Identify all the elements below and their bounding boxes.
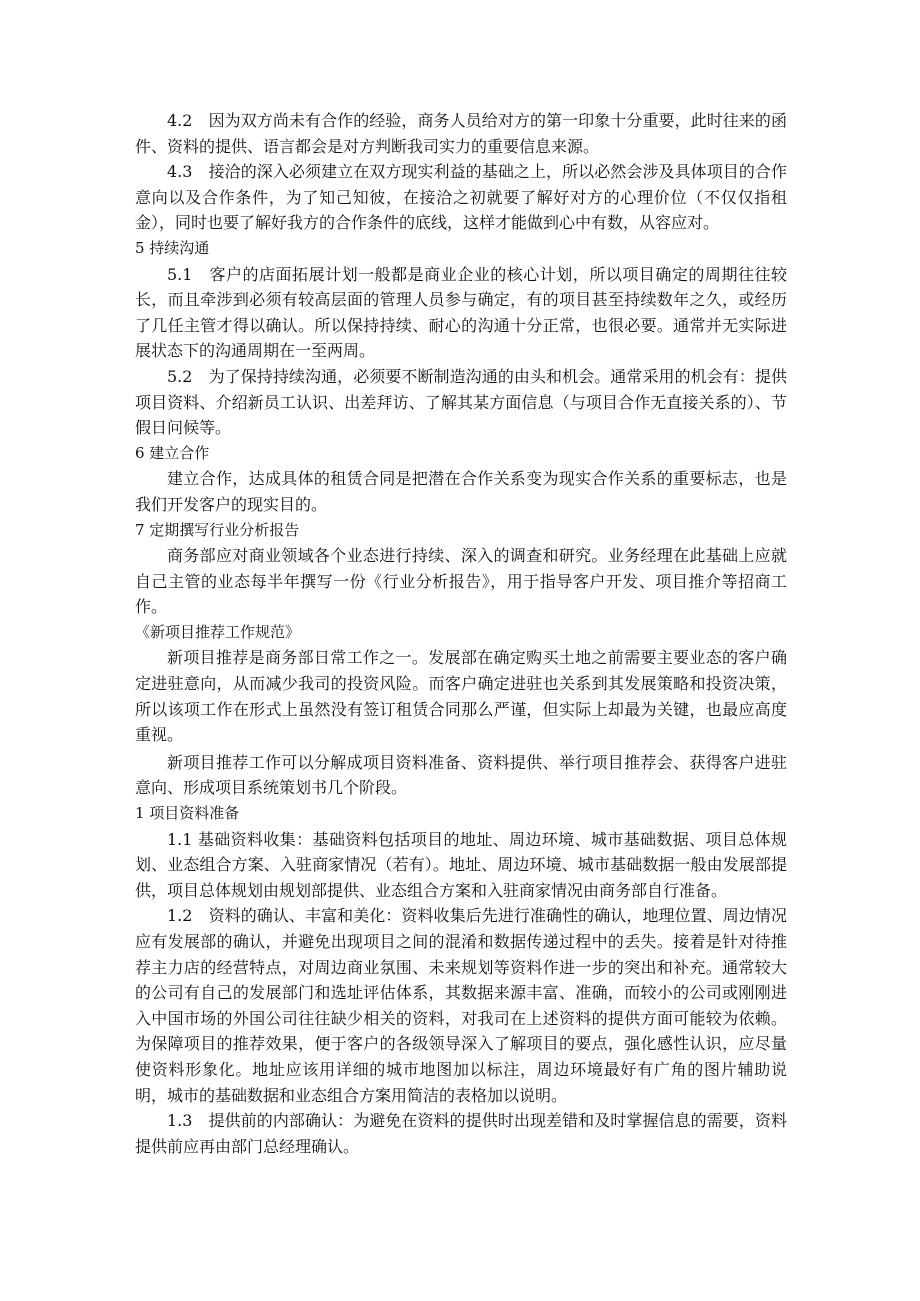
body-paragraph: 5.2 为了保持持续沟通，必须要不断制造沟通的由头和机会。通常采用的机会有：提供项目资料、介绍新员工认识、出差拜访、了解其某方面信息（与项目合作无直接关系的）、节假日问候等。 [135, 366, 787, 438]
body-paragraph: 1.2 资料的确认、丰富和美化：资料收集后先进行准确性的确认，地理位置、周边情况应有发展部的确认，并避免出现项目之间的混淆和数据传递过程中的丢失。接着是针对待推荐主力店的经营特点，对周边商业氛围、未来规划等资料作进一步的突出和补充。通常较大的公司有自己的发展部门和选址评估体系，其数据来源丰富、准确，而较小的公司或刚刚进入中国市场的外国公司往往缺少相关的资料，对我司在上述资料的提供方面可能较为依赖。为保障项目的推荐效果，便于客户的各级领导深入了解项目的要点，强化感性认识，应尽量使资料形象化。地址应该用详细的城市地图加以标注，周边环境最好有广角的图片辅助说明，城市的基础数据和业态组合方案用简洁的表格加以说明。 [135, 906, 787, 1105]
body-paragraph: 4.2 因为双方尚未有合作的经验，商务人员给对方的第一印象十分重要，此时往来的函件、资料的提供、语言都会是对方判断我司实力的重要信息来源。 [135, 111, 787, 156]
section-heading: 5 持续沟通 [135, 238, 210, 257]
body-paragraph: 4.3 接洽的深入必须建立在双方现实利益的基础之上，所以必然会涉及具体项目的合作意向以及合作条件，为了知己知彼，在接洽之初就要了解好对方的心理价位（不仅仅指租金），同时也要了解好我方的合作条件的底线，这样才能做到心中有数，从容应对。 [135, 162, 787, 233]
body-paragraph: 1.3 提供前的内部确认：为避免在资料的提供时出现差错和及时掌握信息的需要，资料提供前应再由部门总经理确认。 [135, 1111, 787, 1156]
body-paragraph: 5.1 客户的店面拓展计划一般都是商业企业的核心计划，所以项目确定的周期往往较长，而且牵涉到必须有较高层面的管理人员参与确定，有的项目甚至持续数年之久，或经历了几任主管才得以确认。所以保持持续、耐心的沟通十分正常，也很必要。通常并无实际进展状态下的沟通周期在一至两周。 [135, 264, 787, 361]
body-paragraph: 新项目推荐是商务部日常工作之一。发展部在确定购买土地之前需要主要业态的客户确定进驻意向，从而减少我司的投资风险。而客户确定进驻也关系到其发展策略和投资决策，所以该项工作在形式上虽然没有签订租赁合同那么严谨，但实际上却最为关键，也最应高度重视。 [135, 648, 787, 745]
document-title: 《新项目推荐工作规范》 [135, 622, 301, 641]
section-heading: 1 项目资料准备 [135, 804, 240, 823]
body-paragraph: 新项目推荐工作可以分解成项目资料准备、资料提供、举行项目推荐会、获得客户进驻意向、形成项目系统策划书几个阶段。 [135, 752, 787, 798]
body-paragraph: 1.1 基础资料收集：基础资料包括项目的地址、周边环境、城市基础数据、项目总体规划、业态组合方案、入驻商家情况（若有）。地址、周边环境、城市基础数据一般由发展部提供，项目总体规划由规划部提供、业态组合方案和入驻商家情况由商务部自行准备。 [135, 829, 787, 900]
section-heading: 6 建立合作 [135, 443, 210, 462]
body-paragraph: 商务部应对商业领域各个业态进行持续、深入的调查和研究。业务经理在此基础上应就自己主管的业态每半年撰写一份《行业分析报告》，用于指导客户开发、项目推介等招商工作。 [135, 546, 787, 617]
section-heading: 7 定期撰写行业分析报告 [135, 520, 300, 539]
document-page [135, 108, 787, 1159]
body-paragraph: 建立合作，达成具体的租赁合同是把潜在合作关系变为现实合作关系的重要标志，也是我们开发客户的现实目的。 [135, 469, 787, 514]
